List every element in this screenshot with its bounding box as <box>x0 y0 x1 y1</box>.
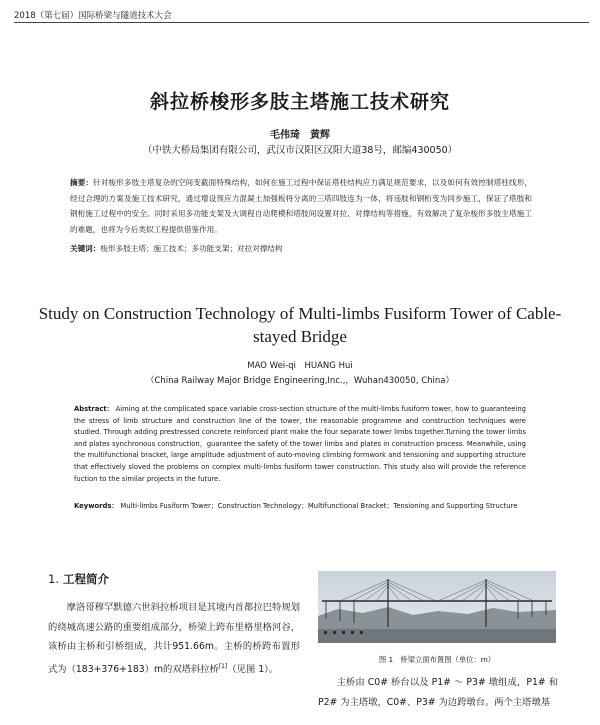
cn-affiliation: （中铁大桥局集团有限公司，武汉市汉阳区汉阳大道38号，邮编430050） <box>142 145 458 156</box>
en-title: Study on Construction Technology of Multi-limbs Fusiform Tower of Cable-stayed Bridge <box>38 304 562 346</box>
header-rule <box>14 22 589 23</box>
paragraph-left-tail: （见图 1）。 <box>227 663 279 675</box>
en-abstract-text: Aiming at the complicated space variable cross-section structure of the multi-limbs fusiform tower, how to guaranteeing the stress of limb structure and construction line of the tower, the reasonable programme and construction techniques were studied. Through adding prestressed concrete reinforced plant make the four separate tower limbs together.Turning the tower limbs and plates synchronous construction，guarantee the safety of the tower limbs and plates in construction process. Meanwhile, using the multifunctional bracket, large amplitude adjustment of auto-moving climbing formwork and tensioning and supporting structure that effectively sloved the problems on complex multi-limbs fusiform tower construction. This study also will provide the reference fuction to the similar projects in the future. <box>74 405 526 483</box>
cn-keywords <box>70 243 532 254</box>
cn-keywords-label: 关键词： <box>70 244 101 253</box>
cn-abstract-label: 摘要： <box>70 178 94 187</box>
bridge-elevation-figure <box>318 571 556 643</box>
en-authors: MAO Wei-qi HUANG Hui <box>247 361 353 371</box>
section-heading <box>48 571 109 587</box>
citation-ref: [1] <box>218 662 228 670</box>
paragraph-left-text: 摩洛哥穆罕默德六世斜拉桥项目是其境内首都拉巴特规划的绕城高速公路的重要组成部分，桥梁上跨布里格里格河谷，该桥由主桥和引桥组成，共计951.66m。主桥的桥跨布置形式为（183+376+183）m的双塔斜拉桥 <box>48 602 300 675</box>
en-affiliation: （China Railway Major Bridge Engineering,Inc.,，Wuhan430050, China） <box>145 376 454 386</box>
section-paragraph-left <box>48 598 300 679</box>
cn-title: 斜拉桥梭形多肢主塔施工技术研究 <box>149 91 450 113</box>
en-abstract-label: Abstract： <box>74 405 114 413</box>
en-keywords-text: Multi-limbs Fusiform Tower；Construction Technology；Multifunctional Bracket；Tensioning and Supporting Structure <box>120 502 518 510</box>
running-header: 2018（第七届）国际桥梁与隧道技术大会 <box>14 11 172 21</box>
section-title: 工程简介 <box>63 572 109 586</box>
section-paragraph-right: 主桥由 C0# 桥台以及 P1# ～ P3# 墩组成，P1# 和 P2# 为主塔墩，C0#、P3# 为边跨墩台。两个主塔墩基 <box>318 677 558 708</box>
cn-keywords-text: 梭形多肢主塔；施工技术；多功能支架；对拉对撑结构 <box>100 244 283 253</box>
en-abstract <box>74 404 526 485</box>
section-number: 1. <box>48 572 59 586</box>
figure-caption: 图 1 桥梁立面布置图（单位：m） <box>378 655 496 664</box>
cn-abstract-text: 针对梭形多肢主塔复杂的空间变截面特殊结构，如何在施工过程中保证塔柱结构应力满足规范要求，以及如何有效控制塔柱线形，经过合理的方案及施工技术研究，通过增设预应力混凝土加强板将分离的三塔四肢连为一体，将违肢和钢桁变为同步施工，保证了塔肢和钢桁施工过程中的安全。同时采用多功能支架及大调程自动爬模和塔肢间设置对拉、对撑结构等措施，有效解决了复杂梭形多肢主塔施工的难题，也将为今后类似工程提供借鉴作用。 <box>70 178 532 234</box>
cn-abstract <box>70 175 532 237</box>
en-keywords <box>74 500 526 510</box>
en-keywords-label: Keywords： <box>74 502 119 510</box>
cn-authors: 毛伟琦 黄辉 <box>270 130 330 141</box>
